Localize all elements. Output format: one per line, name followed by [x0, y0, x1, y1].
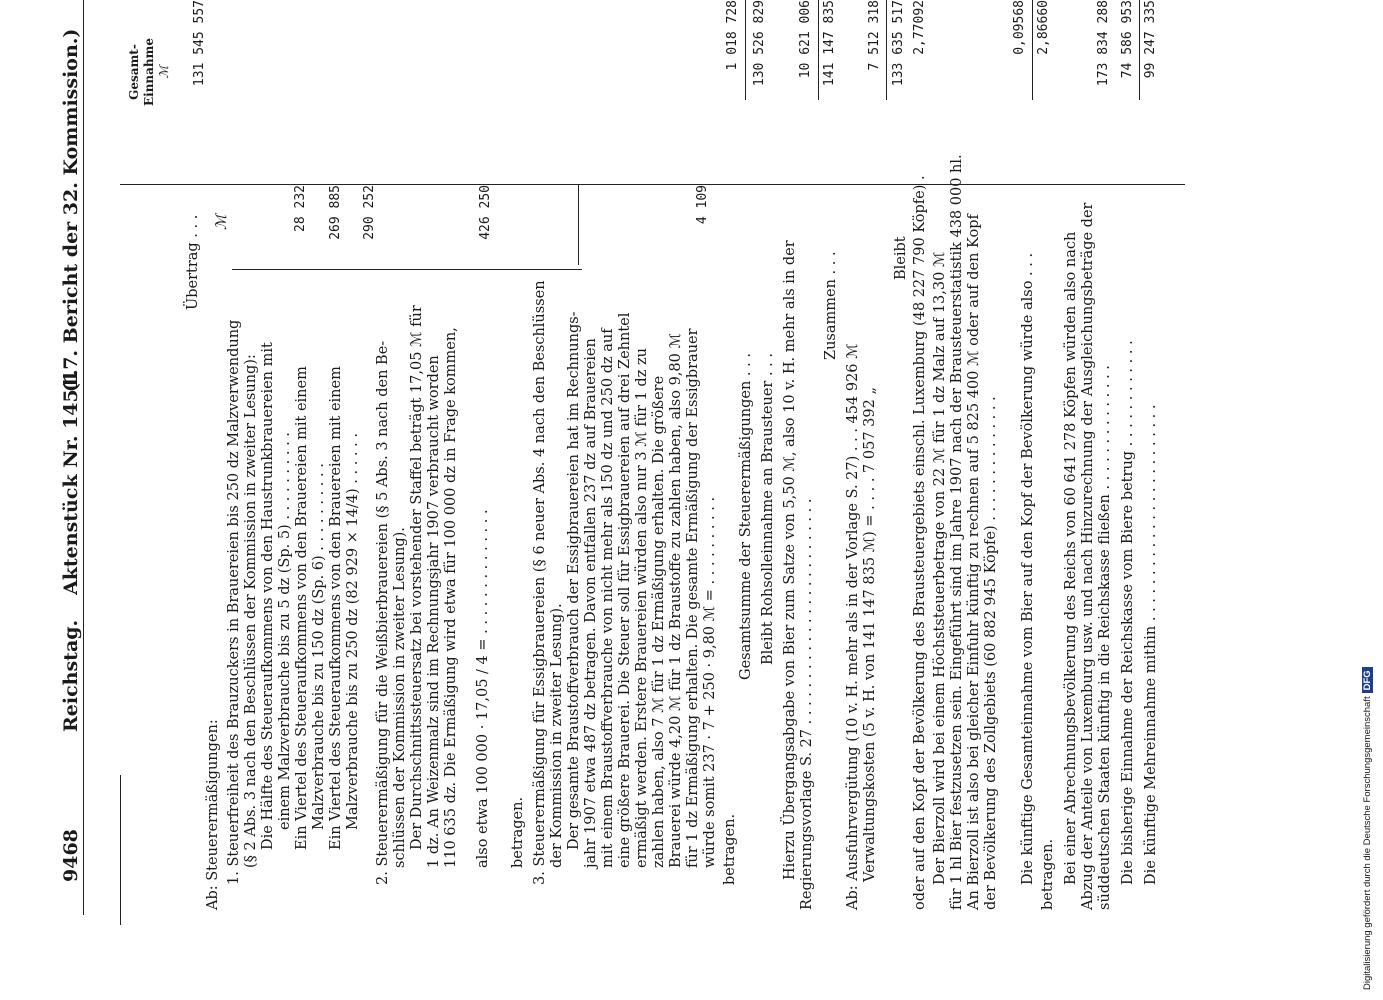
- sum-rule: [1032, 0, 1033, 100]
- sum-rule: [886, 0, 887, 100]
- margin-note: [1362, 667, 1373, 990]
- total-per-capita-line: betragen.: [1040, 838, 1056, 910]
- previous-revenue-line: Die bisherige Einnahme der Reichskasse vom Biere betrug . . . . . . . . . . . .: [1120, 340, 1136, 885]
- additional-revenue-line: Die künftige Mehreinnahme mithin . . . . . . . . . . . . . . . . . . . . . . . .: [1143, 404, 1159, 885]
- inner-value: 269 885: [328, 185, 343, 240]
- page-number: 9468: [60, 829, 82, 882]
- item2-line: 1 dz. An Weizenmalz sind im Rechnungsjahr 1907 verbraucht worden: [426, 355, 442, 868]
- item3-line: ermäßigt werden. Erstere Brauereien würden also nur 3 ℳ für 1 dz zu: [634, 348, 650, 868]
- item3-line: 3. Steuerermäßigung für Essigbrauereien (§ 6 neuer Abs. 4 nach den Beschlüssen: [532, 280, 548, 885]
- header-rule: [83, 0, 84, 915]
- item3-line: eine größere Brauerei. Die Steuer soll für Essigbrauereien auf drei Zehntel: [617, 312, 633, 868]
- inner-column-unit: ℳ: [214, 214, 230, 230]
- item3-line: mit einem Braustoffverbrauche von nicht mehr als 150 dz und 250 dz auf: [600, 328, 616, 868]
- item1-line: Ein Viertel des Steueraufkommens von den Brauereien mit einem: [294, 366, 310, 850]
- item3-line: jahr 1907 etwa 487 dz betragen. Davon entfallen 237 dz auf Brauereien: [583, 338, 599, 868]
- item1-line: Die Hälfte des Steueraufkommens von den Haustrunkbrauereien mit: [260, 342, 276, 850]
- deduction-line: Verwaltungskosten (5 v. H. von 141 147 835 ℳ) = . . . . 7 057 392 „: [862, 387, 878, 882]
- column-header-line2: Einnahme: [142, 38, 156, 106]
- margin-note-text: Digitalisierung gefördert durch die Deutsche Forschungsgemeinschaft: [1362, 696, 1373, 990]
- beer-duty-line: An Bierzoll ist also bei gleicher Einfuhr künftig zu rechnen auf 5 825 400 ℳ oder auf den Kopf: [966, 214, 982, 910]
- carried-forward: Übertrag . . .: [185, 214, 201, 310]
- column-header-unit: ℳ: [157, 65, 171, 79]
- beer-duty-line: für 1 hl Bier festzusetzen sein. Eingeführt sind im Jahre 1907 nach der Brausteuerstatistik 438 000 hl.: [949, 154, 965, 910]
- column-value: 74 586 953: [1120, 0, 1135, 79]
- inner-value: 426 250: [478, 185, 493, 240]
- item1-line: 1. Steuerfreiheit des Brauzuckers in Brauereien bis 250 dz Malzverwendung: [226, 319, 242, 885]
- remaining-revenue: Bleibt Rohsolleinnahme an Brausteuer . . .: [760, 353, 776, 665]
- item1-line: Ein Viertel des Steueraufkommens von den Brauereien mit einem: [328, 366, 344, 850]
- item3-line: Der gesamte Braustoffverbrauch der Essigbrauereien hat im Rechnungs-: [566, 311, 582, 850]
- sum-rule: [1139, 0, 1140, 100]
- column-header-line1: Gesamt-: [127, 44, 141, 100]
- column-value: 130 526 829: [752, 0, 767, 87]
- beer-duty-line: Der Bierzoll wird bei einem Höchststeuerbetrage von 22 ℳ für 1 dz Malz auf 13,30 ℳ: [932, 251, 948, 885]
- beer-duty-line: der Bevölkerung des Zollgebiets (60 882 945 Köpfe) . . . . . . . . . . . . . .: [983, 396, 999, 910]
- dfg-logo: DFG: [1362, 667, 1373, 693]
- item3-line: Brauerei würde 4,20 ℳ für 1 dz Braustoffe zu zahlen haben, also 9,80 ℳ: [668, 333, 684, 868]
- together-label: Zusammen . . .: [823, 251, 839, 360]
- transition-levy-line: Hierzu Übergangsabgabe von Bier zum Satze von 5,50 ℳ, also 10 v. H. mehr als in der: [782, 240, 798, 880]
- column-value: 2,86660: [1036, 0, 1051, 55]
- column-value: 99 247 335: [1143, 0, 1158, 79]
- item2-line: Der Durchschnittssteuersatz bei vorstehender Staffel beträgt 17,05 ℳ für: [409, 305, 425, 850]
- column-value: 1 018 728: [725, 0, 740, 71]
- item2-line: also etwa 100 000 · 17,05 / 4 = . . . . . . . . . . . . . .: [475, 509, 491, 868]
- inner-value: 4 109: [695, 185, 710, 225]
- item1-line: Malzverbrauche bis zu 250 dz (82 929 × 14/4) . . . . . .: [345, 433, 361, 830]
- inner-value: 28 232: [293, 185, 308, 232]
- remains-label: Bleibt: [893, 236, 909, 280]
- column-value: 131 545 557: [192, 0, 207, 87]
- document-title: Aktenstück Nr. 1451.: [60, 369, 82, 595]
- column-rule-top: [120, 775, 121, 925]
- item2-line: 110 635 dz. Die Ermäßigung wird etwa für 100 000 dz in Frage kommen,: [443, 327, 459, 868]
- total-per-capita-line: Die künftige Gesamteinnahme vom Bier auf den Kopf der Bevölkerung würde also . . .: [1020, 252, 1036, 885]
- treasury-line: Abzug der Anteile von Luxemburg usw. und nach Hinzurechnung der Ausgleichungsbeträge der: [1080, 202, 1096, 910]
- item3-line: würde somit 237 · 7 + 250 · 9,80 ℳ = . . . . . . . . . .: [702, 496, 718, 868]
- column-value: 173 834 288: [1096, 0, 1111, 87]
- sum-rule: [818, 0, 819, 100]
- column-value: 10 621 006: [798, 0, 813, 79]
- section-heading: Ab: Steuerermäßigungen:: [205, 719, 221, 910]
- per-capita-line: oder auf den Kopf der Bevölkerung des Brausteuergebiets einschl. Luxemburg (48 227 790 Köpfe) .: [912, 175, 928, 910]
- inner-column-rule: [232, 269, 582, 270]
- inner-sum-rule: [578, 185, 579, 265]
- treasury-line: Bei einer Abrechnungsbevölkerung des Reichs von 60 641 278 Köpfen würden also nach: [1063, 231, 1079, 885]
- chamber-title: Reichstag.: [60, 619, 82, 732]
- item3-line: zahlen haben, also 7 ℳ für 1 dz Ermäßigung erhalten. Die größere: [651, 375, 667, 868]
- item1-line: (§ 2 Abs. 3 nach den Beschlüssen der Kommission in zweiter Lesung):: [243, 354, 259, 868]
- sum-rule: [745, 0, 746, 100]
- deduction-line: Ab: Ausfuhrvergütung (10 v. H. mehr als in der Vorlage S. 27) . . . 454 926 ℳ: [845, 343, 861, 910]
- column-value: 0,09568: [1012, 0, 1027, 55]
- item2-line: 2. Steuerermäßigung für die Weißbierbrauereien (§ 5 Abs. 3 nach den Be-: [375, 340, 391, 885]
- item1-line: einem Malzverbrauche bis zu 5 dz (Sp. 5) . . . . . . . . . .: [277, 432, 293, 830]
- column-value: 133 635 517: [891, 0, 906, 87]
- column-value: 141 147 835: [822, 0, 837, 87]
- item3-line: betragen.: [722, 813, 738, 885]
- report-title: (17. Bericht der 32. Kommission.): [60, 28, 82, 392]
- item3-line: für 1 dz Ermäßigung erhalten. Die gesamte Ermäßigung der Essigbrauer: [685, 328, 701, 868]
- item1-line: Malzverbrauche bis zu 150 dz (Sp. 6) . . . . . . . . . .: [311, 463, 327, 830]
- column-value: 7 512 318: [867, 0, 882, 71]
- item2-line: schlüssen der Kommission in zweiter Lesung).: [392, 527, 408, 868]
- total-reductions: Gesamtsumme der Steuerermäßigungen . . .: [738, 353, 754, 680]
- column-value: 2,77092: [912, 0, 927, 55]
- transition-levy-line: Regierungsvorlage S. 27 . . . . . . . . . . . . . . . . . . . . . . . . .: [799, 498, 815, 910]
- column-rule-left: [120, 184, 1185, 185]
- item3-line: der Kommission in zweiter Lesung).: [549, 603, 565, 868]
- inner-value: 290 252: [362, 185, 377, 240]
- treasury-line: süddeutschen Staaten künftig in die Reichskasse fließen . . . . . . . . . . . . . .: [1097, 365, 1113, 910]
- item2-line: betragen.: [510, 796, 526, 868]
